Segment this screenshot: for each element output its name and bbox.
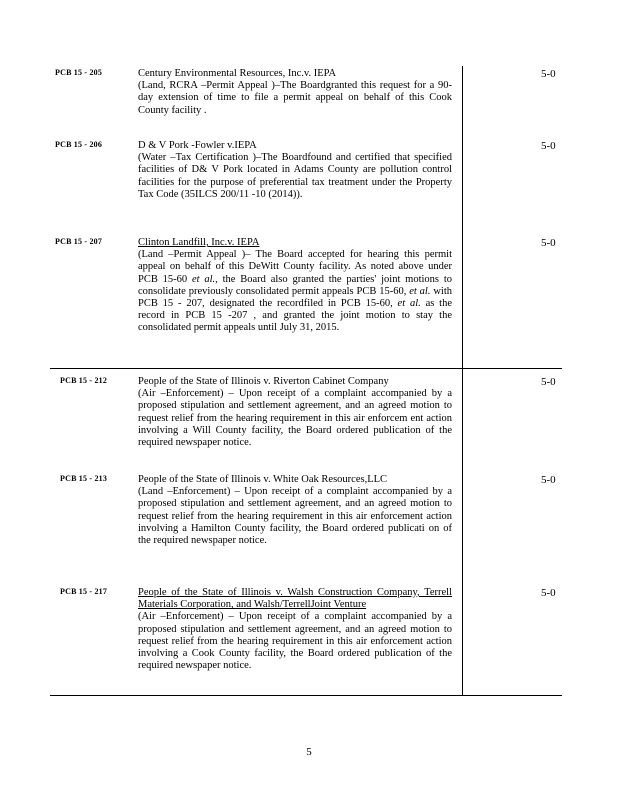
case-description (138, 140, 452, 201)
case-body: (Water –Tax Certification )–The Boardfound and certified that specified facilities of D& V Pork located in Adams County are pollution control facilities for the purpose of preferential tax treatment under the Property Tax Code (35ILCS 200/11 -10 (2014)). (138, 152, 452, 200)
docket-number: PCB 15 - 212 (60, 376, 108, 385)
case-body: (Air –Enforcement) – Upon receipt of a complaint accompanied by a proposed stipulation and settlement agreement, and an agreed motion to request relief from the hearing requirement in this air enforcement action involving a Cook County facility, the Board ordered publication of the required newspaper notice. (138, 611, 452, 672)
docket-number: PCB 15 - 205 (55, 68, 103, 77)
row-divider (50, 368, 562, 369)
case-title: People of the State of Illinois v. Walsh Construction Company, Terrell Materials Corporation, and Walsh/TerrellJoint Venture (138, 587, 452, 611)
vote-tally: 5-0 (541, 237, 556, 249)
column-divider (462, 369, 463, 696)
case-description (138, 474, 452, 547)
case-body-part: (Land –Permit Appeal )– The Board accepted for hearing this permit appeal on behalf of this DeWitt County facility. As noted above under PCB 15-60 (138, 249, 452, 285)
docket-number: PCB 15 - 217 (60, 587, 108, 596)
vote-tally: 5-0 (541, 68, 556, 80)
column-divider (462, 66, 463, 368)
page-number: 5 (306, 746, 312, 758)
citation-et-al: et al. (191, 273, 216, 285)
case-body-part: , the Board also granted the parties' joint motions to consolidate previously consolidated permit appeals PCB 15-60, (138, 273, 452, 297)
case-title: D & V Pork -Fowler v.IEPA (138, 140, 257, 151)
case-body: (Land, RCRA –Permit Appeal )–The Boardgranted this request for a 90-day extension of time to file a permit appeal on behalf of this Cook County facility . (138, 80, 452, 116)
case-description (138, 237, 452, 335)
case-title: Clinton Landfill, Inc.v. IEPA (138, 237, 260, 248)
case-body: (Land –Enforcement) – Upon receipt of a complaint accompanied by a proposed stipulation and settlement agreement, and an agreed motion to request relief from the hearing requirement in this air enforcement action involving a Hamilton County facility, the Board ordered publicati on of the required newspaper notice. (138, 486, 452, 547)
vote-tally: 5-0 (541, 474, 556, 486)
case-title: People of the State of Illinois v. Riverton Cabinet Company (138, 376, 389, 387)
case-description (138, 68, 452, 117)
citation-et-al: et al. (397, 298, 421, 310)
vote-tally: 5-0 (541, 140, 556, 152)
docket-number: PCB 15 - 213 (60, 474, 108, 483)
vote-tally: 5-0 (541, 587, 556, 599)
case-body-part: with PCB 15 - 207, designated the recordfiled in PCB 15-60, (138, 285, 452, 310)
case-body: (Air –Enforcement) – Upon receipt of a complaint accompanied by a proposed stipulation and settlement agreement, and an agreed motion to request relief from the hearing requirement in this air enforcem ent action involving a Will County facility, the Board ordered publication of the required newspaper notice. (138, 388, 452, 449)
docket-number: PCB 15 - 206 (55, 140, 103, 149)
vote-tally: 5-0 (541, 376, 556, 388)
case-description (138, 376, 452, 449)
citation-et-al: et al. (409, 285, 431, 297)
case-body-part: as the record in PCB 15 -207 , and granted the joint motion to stay the consolidated permit appeals until July 31, 2015. (138, 298, 453, 334)
case-title: Century Environmental Resources, Inc.v. IEPA (138, 68, 337, 79)
case-description (138, 587, 452, 672)
docket-number: PCB 15 - 207 (55, 237, 103, 246)
row-divider (50, 695, 562, 696)
case-title: People of the State of Illinois v. White Oak Resources,LLC (138, 474, 388, 485)
